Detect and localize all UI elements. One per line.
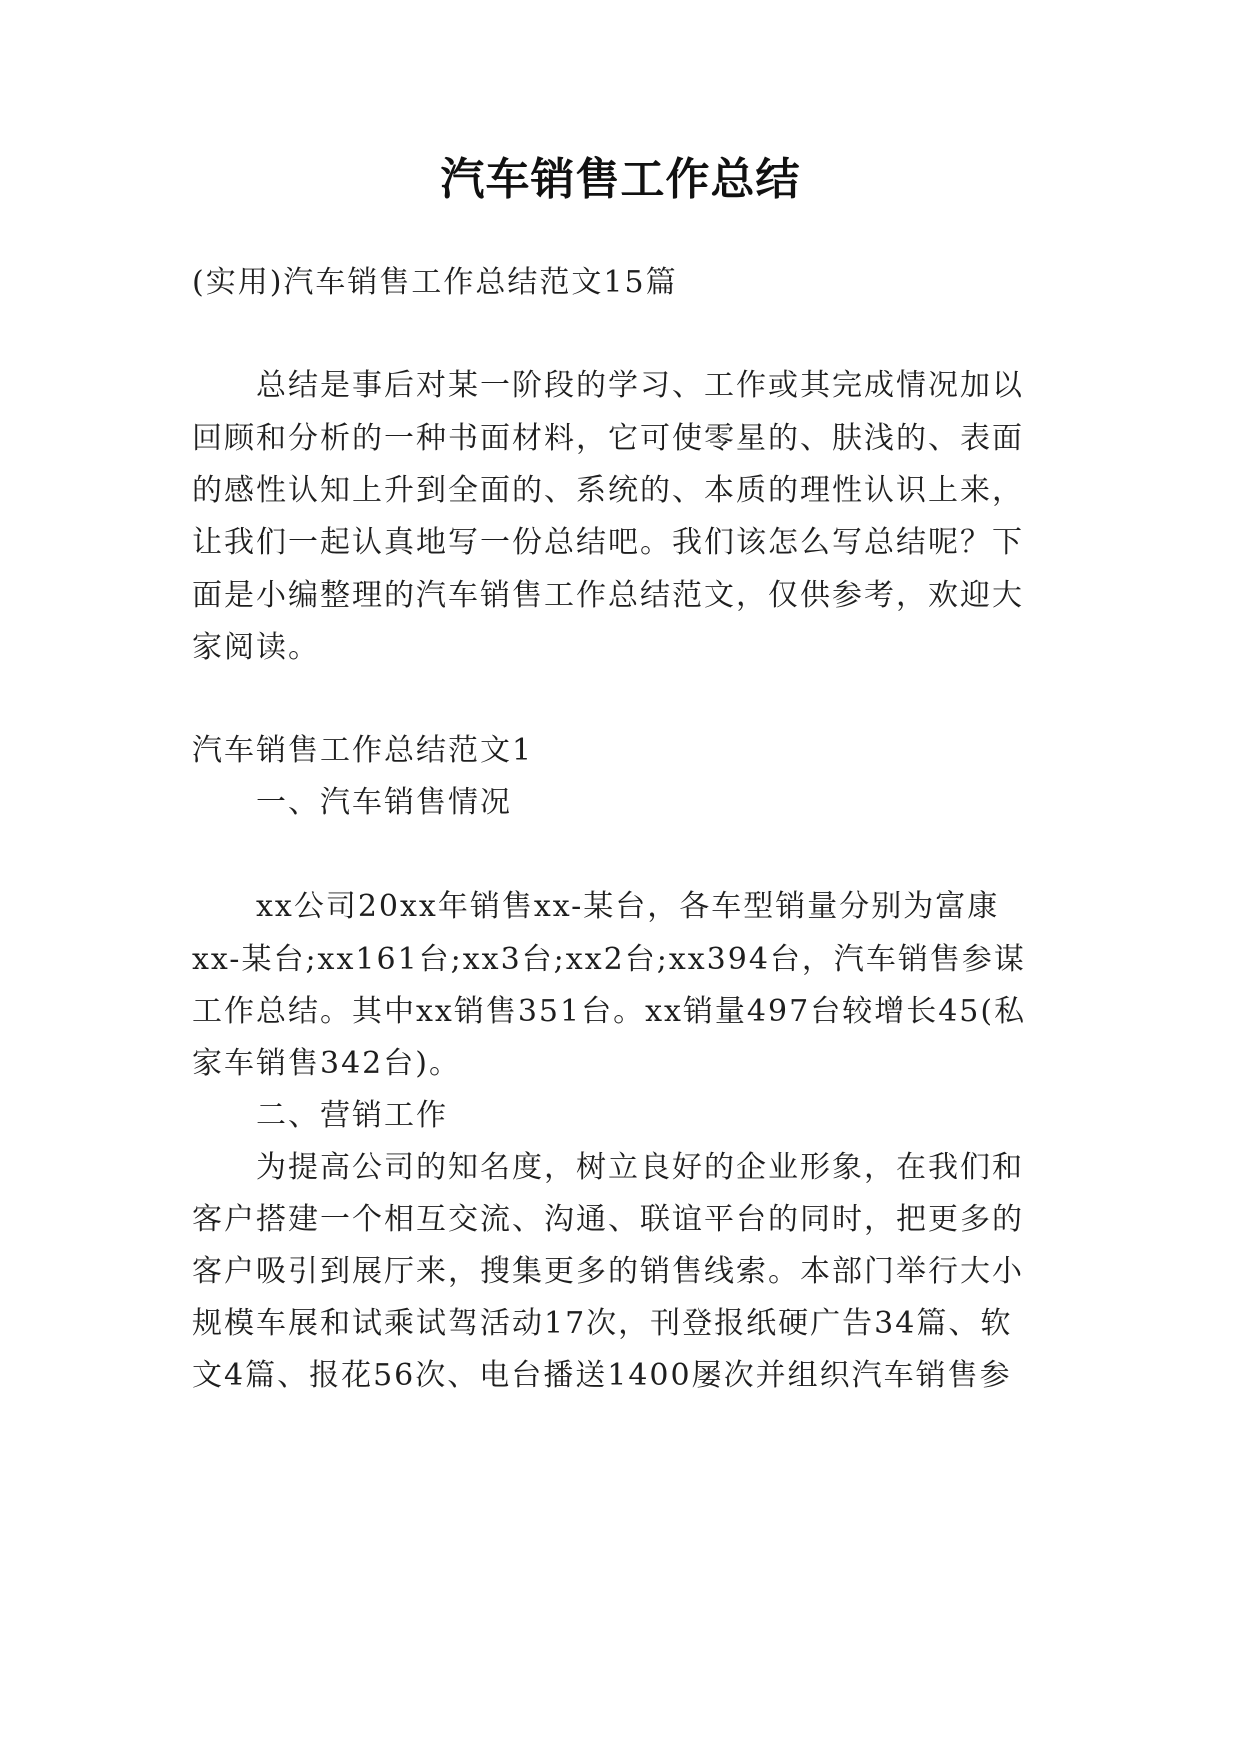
intro-line: 面是小编整理的汽车销售工作总结范文，仅供参考，欢迎大 — [192, 578, 1024, 613]
section-heading: 一、汽车销售情况 — [256, 785, 512, 820]
intro-line: 家阅读。 — [192, 630, 320, 665]
section-heading: 二、营销工作 — [256, 1098, 448, 1133]
paragraph-line: 文4篇、报花56次、电台播送1400屡次并组织汽车销售参 — [192, 1358, 1012, 1393]
intro-line: 的感性认知上升到全面的、系统的、本质的理性认识上来， — [192, 473, 1024, 508]
paragraph-line: xx-某台;xx161台;xx3台;xx2台;xx394台，汽车销售参谋 — [192, 942, 1026, 977]
section-title: 汽车销售工作总结范文1 — [192, 733, 534, 768]
paragraph-line: 工作总结。其中xx销售351台。xx销量497台较增长45(私 — [192, 994, 1027, 1029]
document-title: 汽车销售工作总结 — [440, 154, 801, 205]
intro-line: 总结是事后对某一阶段的学习、工作或其完成情况加以 — [256, 368, 1024, 403]
paragraph-line: 客户吸引到展厅来，搜集更多的销售线索。本部门举行大小 — [192, 1254, 1024, 1289]
document-subtitle: (实用)汽车销售工作总结范文15篇 — [192, 265, 678, 300]
paragraph-line: 规模车展和试乘试驾活动17次，刊登报纸硬广告34篇、软 — [192, 1306, 1013, 1341]
intro-line: 回顾和分析的一种书面材料，它可使零星的、肤浅的、表面 — [192, 421, 1024, 456]
paragraph-line: 客户搭建一个相互交流、沟通、联谊平台的同时，把更多的 — [192, 1202, 1024, 1237]
paragraph-line: 为提高公司的知名度，树立良好的企业形象，在我们和 — [256, 1150, 1024, 1185]
paragraph-line: xx公司20xx年销售xx-某台，各车型销量分别为富康 — [256, 889, 1000, 924]
intro-line: 让我们一起认真地写一份总结吧。我们该怎么写总结呢？下 — [192, 525, 1024, 560]
paragraph-line: 家车销售342台)。 — [192, 1046, 461, 1081]
